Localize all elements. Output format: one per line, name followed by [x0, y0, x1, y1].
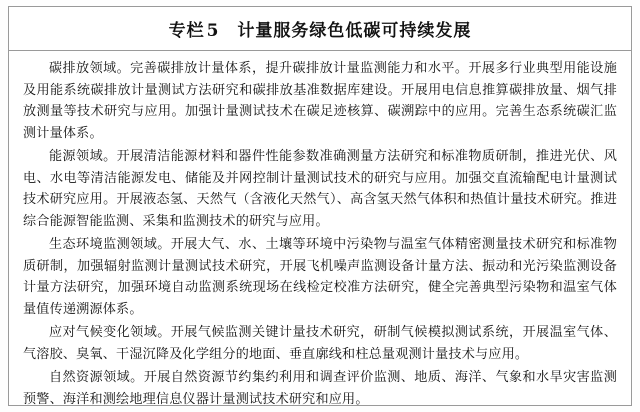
box-title [169, 16, 472, 41]
paragraph: 应对气候变化领域。开展气候监测关键计量技术研究，研制气候模拟测试系统，开展温室气体、气溶胶、臭氧、干湿沉降及化学组分的地面、垂直廓线和柱总量观测计量技术与应用。 [23, 325, 617, 362]
paragraph: 能源领域。开展清洁能源材料和器件性能参数准确测量方法研究和标准物质研制，推进光伏、风电、水电等清洁能源发电、储能及并网控制计量测试技术的研究与应用。加强交直流输配电计量测试技术研究应用。开展液态氢、天然气（含液化天然气）、高含氢天然气体积和热值计量技术研究。推进综合能源智能监测、采集和监测技术的研究与应用。 [23, 149, 617, 229]
paragraph: 碳排放领域。完善碳排放计量体系，提升碳排放计量监测能力和水平。开展多行业典型用能设施及用能系统碳排放计量测试方法研究和碳排放基准数据库建设。开展用电信息推算碳排放量、烟气排放测量等技术研究与应用。加强计量测试技术在碳足迹核算、碳溯踪中的应用。完善生态系统碳汇监测计量体系。 [23, 61, 617, 141]
box-title-text: 计量服务绿色低碳可持续发展 [237, 21, 472, 41]
feature-box [8, 6, 632, 406]
box-title-bar [9, 7, 631, 51]
box-title-number: 5 [206, 21, 220, 41]
box-title-prefix: 专栏 [168, 21, 205, 41]
paragraph: 自然资源领域。开展自然资源节约集约利用和调查评价监测、地质、海洋、气象和水旱灾害监测预警、海洋和测绘地理信息仪器计量测试技术研究和应用。 [23, 370, 617, 405]
paragraph: 生态环境监测领域。开展大气、水、土壤等环境中污染物与温室气体精密测量技术研究和标准物质研制，加强辐射监测计量测试技术研究，开展飞机噪声监测设备计量方法、振动和光污染监测设备计量方法研究，加强环境自动监测系统现场在线检定校准方法研究，健全完善典型污染物和温室气体量值传递溯源体系。 [23, 237, 617, 317]
box-body [9, 52, 631, 405]
